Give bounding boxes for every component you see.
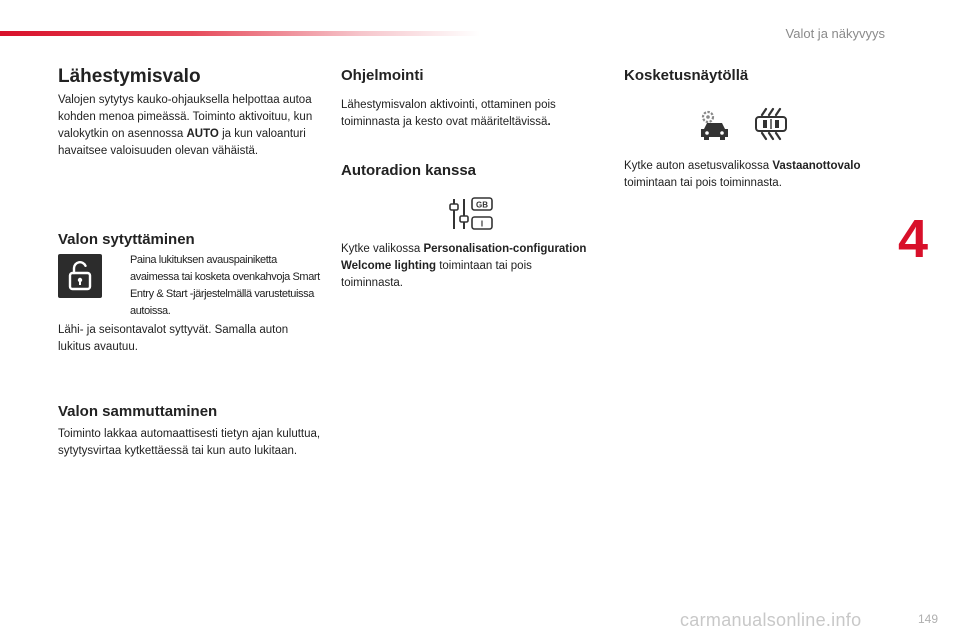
bullet-item [114, 252, 324, 320]
chapter-number: 4 [898, 209, 929, 269]
approach-lighting-icon [752, 106, 790, 147]
section-title: Valot ja näkyvyys [785, 26, 885, 41]
programming-text: Lähestymisvalon aktivointi, ottaminen pois toiminnasta ja kesto ovat määriteltävissä. [341, 99, 556, 128]
heading-car-radio: Autoradion kanssa [341, 162, 477, 179]
lights-off-text: Toiminto lakkaa automaattisesti tietyn ajan kuluttua, sytytysvirtaa kytkettäessä tai kun auto lukitaan. [58, 428, 321, 457]
language-gb-label: GB [476, 200, 488, 210]
watermark-text: carmanualsonline.info [680, 610, 862, 630]
heading-lights-off: Valon sammuttaminen [58, 403, 218, 420]
unlock-key-icon [58, 254, 102, 298]
page-number: 149 [917, 612, 938, 626]
vehicle-settings-icon [698, 108, 732, 147]
header-accent-bar [0, 31, 480, 36]
heading-touchscreen: Kosketusnäytöllä [624, 67, 749, 84]
heading-lights-on: Valon sytyttäminen [58, 231, 195, 248]
intro-paragraph: Valojen sytytys kauko-ohjauksella helpottaa autoa kohden menoa pimeässä. Toiminto aktivoituu, kun valokytkin on asennossa AUTO ja kun valoanturi havaitsee valoisuuden olevan vähäistä. [58, 94, 313, 157]
page-title: Lähestymisvalo [58, 66, 201, 87]
lights-on-result-text: Lähi- ja seisontavalot syttyvät. Samalla auton lukitus avautuu. [58, 324, 289, 353]
heading-programming: Ohjelmointi [341, 67, 424, 84]
settings-sliders-icon [448, 196, 494, 237]
language-i-label: I [480, 219, 484, 229]
car-radio-text: Kytke valikossa Personalisation-configuration Welcome lighting toimintaan tai pois toiminnasta. [341, 243, 587, 289]
touchscreen-text: Kytke auton asetusvalikossa Vastaanottovalo toimintaan tai pois toiminnasta. [624, 160, 861, 189]
bullet-text: Paina lukituksen avauspainiketta avaimessa tai kosketa ovenkahvoja Smart Entry & Start -järjestelmällä varustetuissa autoissa. [130, 254, 320, 317]
